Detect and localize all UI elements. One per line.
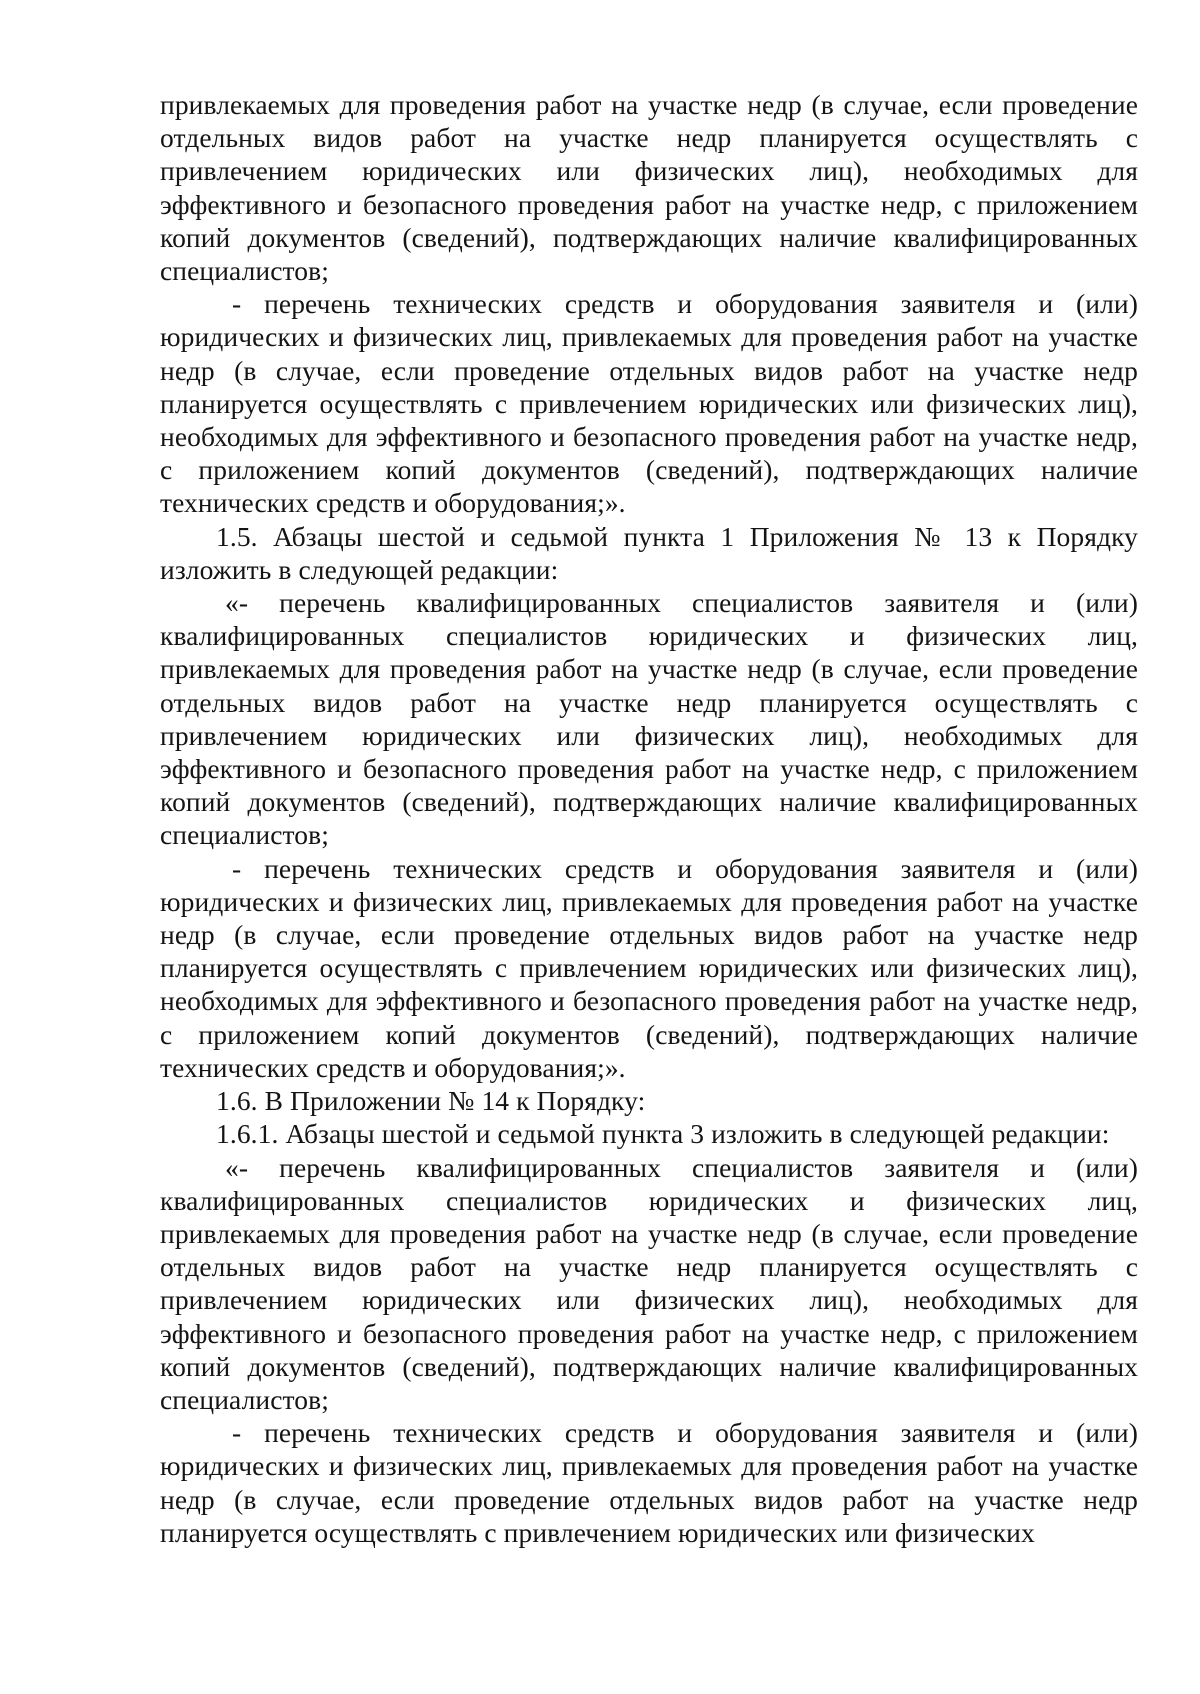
document-page bbox=[160, 88, 1138, 1549]
paragraph-equipment-list: - перечень технических средств и оборудования заявителя и (или) юридических и физических лиц, привлекаемых для проведения работ на участке недр (в случае, если проведение отдельных видов работ на участке недр планируется осуществлять с привлечением юридических или физических лиц), необходимых для эффективного и безопасного проведения работ на участке недр, с приложением копий документов (сведений), подтверждающих наличие технических средств и оборудования;». bbox=[160, 288, 1138, 519]
paragraph-specialists-list: «- перечень квалифицированных специалистов заявителя и (или) квалифицированных специалистов юридических и физических лиц, привлекаемых для проведения работ на участке недр (в случае, если проведение отдельных видов работ на участке недр планируется осуществлять с привлечением юридических или физических лиц), необходимых для эффективного и безопасного проведения работ на участке недр, с приложением копий документов (сведений), подтверждающих наличие квалифицированных специалистов; bbox=[160, 1151, 1138, 1415]
paragraph-continuation-specialists: привлекаемых для проведения работ на участке недр (в случае, если проведение отдельных видов работ на участке недр планируется осуществлять с привлечением юридических или физических лиц), необходимых для эффективного и безопасного проведения работ на участке недр, с приложением копий документов (сведений), подтверждающих наличие квалифицированных специалистов; bbox=[160, 89, 1138, 287]
paragraph-item-1-5: 1.5. Абзацы шестой и седьмой пункта 1 Приложения № 13 к Порядку изложить в следующей редакции: bbox=[160, 520, 1138, 585]
paragraph-equipment-list: - перечень технических средств и оборудования заявителя и (или) юридических и физических лиц, привлекаемых для проведения работ на участке недр (в случае, если проведение отдельных видов работ на участке недр планируется осуществлять с привлечением юридических или физических лиц), необходимых для эффективного и безопасного проведения работ на участке недр, с приложением копий документов (сведений), подтверждающих наличие технических средств и оборудования;». bbox=[160, 852, 1138, 1083]
paragraph-item-1-6-1: 1.6.1. Абзацы шестой и седьмой пункта 3 изложить в следующей редакции: bbox=[216, 1118, 1110, 1150]
paragraph-equipment-list: - перечень технических средств и оборудования заявителя и (или) юридических и физических лиц, привлекаемых для проведения работ на участке недр (в случае, если проведение отдельных видов работ на участке недр планируется осуществлять с привлечением юридических или физических bbox=[160, 1417, 1138, 1548]
paragraph-item-1-6: 1.6. В Приложении № 14 к Порядку: bbox=[216, 1085, 646, 1117]
paragraph-specialists-list: «- перечень квалифицированных специалистов заявителя и (или) квалифицированных специалистов юридических и физических лиц, привлекаемых для проведения работ на участке недр (в случае, если проведение отдельных видов работ на участке недр планируется осуществлять с привлечением юридических или физических лиц), необходимых для эффективного и безопасного проведения работ на участке недр, с приложением копий документов (сведений), подтверждающих наличие квалифицированных специалистов; bbox=[160, 587, 1138, 851]
